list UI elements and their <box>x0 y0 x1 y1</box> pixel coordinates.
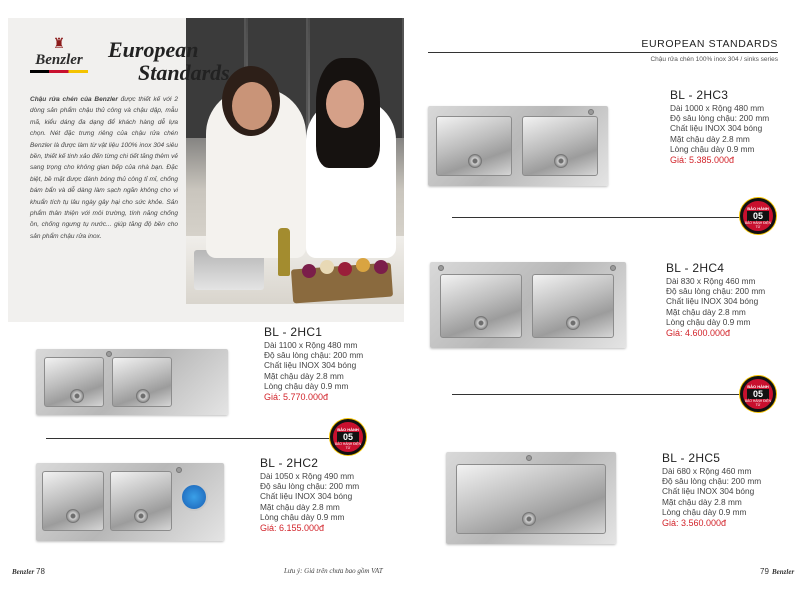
sink-image-2hc2 <box>36 463 224 541</box>
intro-lead: Chậu rửa chén của Benzler <box>30 96 118 103</box>
spec-depth: Độ sâu lòng chậu: 200 mm <box>666 286 766 297</box>
drain-icon <box>70 389 84 403</box>
tap-hole-icon <box>438 265 444 271</box>
badge-years: 05 <box>747 389 769 399</box>
spec-depth: Độ sâu lòng chậu: 200 mm <box>264 350 364 361</box>
model-name: BL - 2HC5 <box>662 451 721 465</box>
tap-hole-icon <box>106 351 112 357</box>
section-subtitle: Chậu rửa chén 100% inox 304 / sinks series <box>650 56 778 63</box>
vegetable-shape <box>320 260 334 274</box>
spec-depth: Độ sâu lòng chậu: 200 mm <box>260 481 360 492</box>
spec-basin: Lòng chậu dày 0.9 mm <box>260 511 345 522</box>
vegetable-shape <box>338 262 352 276</box>
vegetable-shape <box>374 260 388 274</box>
oil-bottle-shape <box>278 228 290 276</box>
person-left-face <box>232 82 272 130</box>
spec-surface: Mặt chậu dày 2.8 mm <box>662 496 742 507</box>
badge-bottom-text: BẢO HÀNH ĐIỆN TỬ <box>334 442 361 450</box>
model-name: BL - 2HC1 <box>264 325 323 339</box>
spec-block-2hc2 <box>260 456 359 535</box>
price: Giá: 5.385.000đ <box>670 155 735 166</box>
sink-image-2hc4 <box>430 262 626 348</box>
divider <box>452 217 752 218</box>
footer-brand-right: Benzler <box>772 568 795 576</box>
drain-icon <box>522 512 536 526</box>
divider <box>46 438 336 439</box>
warranty-badge <box>740 376 776 412</box>
badge-top-text: BẢO HÀNH <box>747 206 769 211</box>
spec-size: Dài 1000 x Rộng 480 mm <box>670 103 765 113</box>
spec-material: Chất liệu INOX 304 bóng <box>666 296 759 307</box>
drain-icon <box>474 316 488 330</box>
drain-icon <box>66 509 80 523</box>
page-number-right: 79 <box>760 567 769 576</box>
tap-hole-icon <box>610 265 616 271</box>
page-title-line1: European <box>108 37 199 62</box>
sink-image-2hc5 <box>446 452 616 544</box>
spec-material: Chất liệu INOX 304 bóng <box>260 491 353 502</box>
drain-icon <box>468 154 482 168</box>
header-divider <box>428 52 778 53</box>
spec-block-2hc1 <box>264 325 363 404</box>
spec-surface: Mặt chậu dày 2.8 mm <box>670 133 750 144</box>
page-title-line2: Standards <box>138 60 230 85</box>
spec-basin: Lòng chậu dày 0.9 mm <box>662 506 747 517</box>
warranty-badge <box>740 198 776 234</box>
brand-name: Benzler <box>35 52 83 68</box>
badge-bottom-text: BẢO HÀNH ĐIỆN TỬ <box>744 399 771 407</box>
section-title: EUROPEAN STANDARDS <box>641 38 778 50</box>
spec-basin: Lòng chậu dày 0.9 mm <box>264 380 349 391</box>
spec-block-2hc4 <box>666 261 765 340</box>
person-right-face <box>326 80 364 128</box>
spec-depth: Độ sâu lòng chậu: 200 mm <box>662 476 762 487</box>
tap-hole-icon <box>176 467 182 473</box>
price: Giá: 3.560.000đ <box>662 518 727 529</box>
badge-top-text: BẢO HÀNH <box>337 427 359 432</box>
spec-block-2hc5 <box>662 451 761 530</box>
divider <box>452 394 752 395</box>
badge-years: 05 <box>337 432 359 442</box>
badge-top-text: BẢO HÀNH <box>747 384 769 389</box>
sink-image-2hc1 <box>36 349 228 415</box>
drain-icon <box>566 316 580 330</box>
price: Giá: 4.600.000đ <box>666 328 731 339</box>
model-name: BL - 2HC3 <box>670 88 729 102</box>
badge-bottom-text: BẢO HÀNH ĐIỆN TỬ <box>744 221 771 229</box>
spec-depth: Độ sâu lòng chậu: 200 mm <box>670 113 770 124</box>
spec-basin: Lòng chậu dày 0.9 mm <box>666 316 751 327</box>
vegetable-shape <box>302 264 316 278</box>
model-name: BL - 2HC4 <box>666 261 725 275</box>
price: Giá: 6.155.000đ <box>260 523 325 534</box>
intro-paragraph <box>30 94 178 242</box>
spec-surface: Mặt chậu dày 2.8 mm <box>666 306 746 317</box>
badge-years: 05 <box>747 211 769 221</box>
spec-size: Dài 830 x Rộng 460 mm <box>666 276 756 286</box>
tap-hole-icon <box>588 109 594 115</box>
price: Giá: 5.770.000đ <box>264 392 329 403</box>
intro-body: được thiết kế với 2 dòng sản phẩm chậu thủ công và chậu dập, mẫu mã, kiểu dáng đa dạng để khách hàng dễ lựa chọn. Nét đặc trưng riêng của chậu rửa chén Benzler là được làm từ vật liệu 100% inox 304 siêu bền, thiết kế tinh xảo đến từng chi tiết tăng thêm vẻ sang trọng cho không gian bếp của nhà bạn. Đặc biệt, bề mặt được đánh bóng thủ công tỉ mỉ, chống bám bẩn và dễ dàng làm sạch ngăn không cho vi khuẩn tích tụ lâu ngày gây hại cho sức khỏe. Sản phẩm thân thiện với môi trường, tính năng chống ồn, chống ngưng tụ nước... giúp tăng độ bền cho sản phẩm chậu rửa inox. <box>30 96 178 240</box>
spec-material: Chất liệu INOX 304 bóng <box>264 360 357 371</box>
page-number-left: 78 <box>36 567 45 576</box>
flag-stripe <box>30 70 88 73</box>
sink-image-2hc3 <box>428 106 608 186</box>
spec-size: Dài 1050 x Rộng 490 mm <box>260 471 355 481</box>
cup-rinser-icon <box>180 483 208 511</box>
spec-surface: Mặt chậu dày 2.8 mm <box>264 370 344 381</box>
drain-icon <box>134 509 148 523</box>
spec-size: Dài 1100 x Rộng 480 mm <box>264 340 358 350</box>
warranty-badge <box>330 419 366 455</box>
spec-material: Chất liệu INOX 304 bóng <box>670 123 763 134</box>
spec-block-2hc3 <box>670 88 769 167</box>
tap-hole-icon <box>526 455 532 461</box>
price-note: Lưu ý: Giá trên chưa bao gồm VAT <box>284 567 383 575</box>
footer-brand-left: Benzler <box>12 568 35 576</box>
brand-logo <box>30 36 88 73</box>
drain-icon <box>554 154 568 168</box>
spec-material: Chất liệu INOX 304 bóng <box>662 486 755 497</box>
model-name: BL - 2HC2 <box>260 456 319 470</box>
spec-size: Dài 680 x Rộng 460 mm <box>662 466 752 476</box>
drain-icon <box>136 389 150 403</box>
vegetable-shape <box>356 258 370 272</box>
spec-surface: Mặt chậu dày 2.8 mm <box>260 501 340 512</box>
crest-icon: ♜ <box>52 35 66 51</box>
spec-basin: Lòng chậu dày 0.9 mm <box>670 143 755 154</box>
